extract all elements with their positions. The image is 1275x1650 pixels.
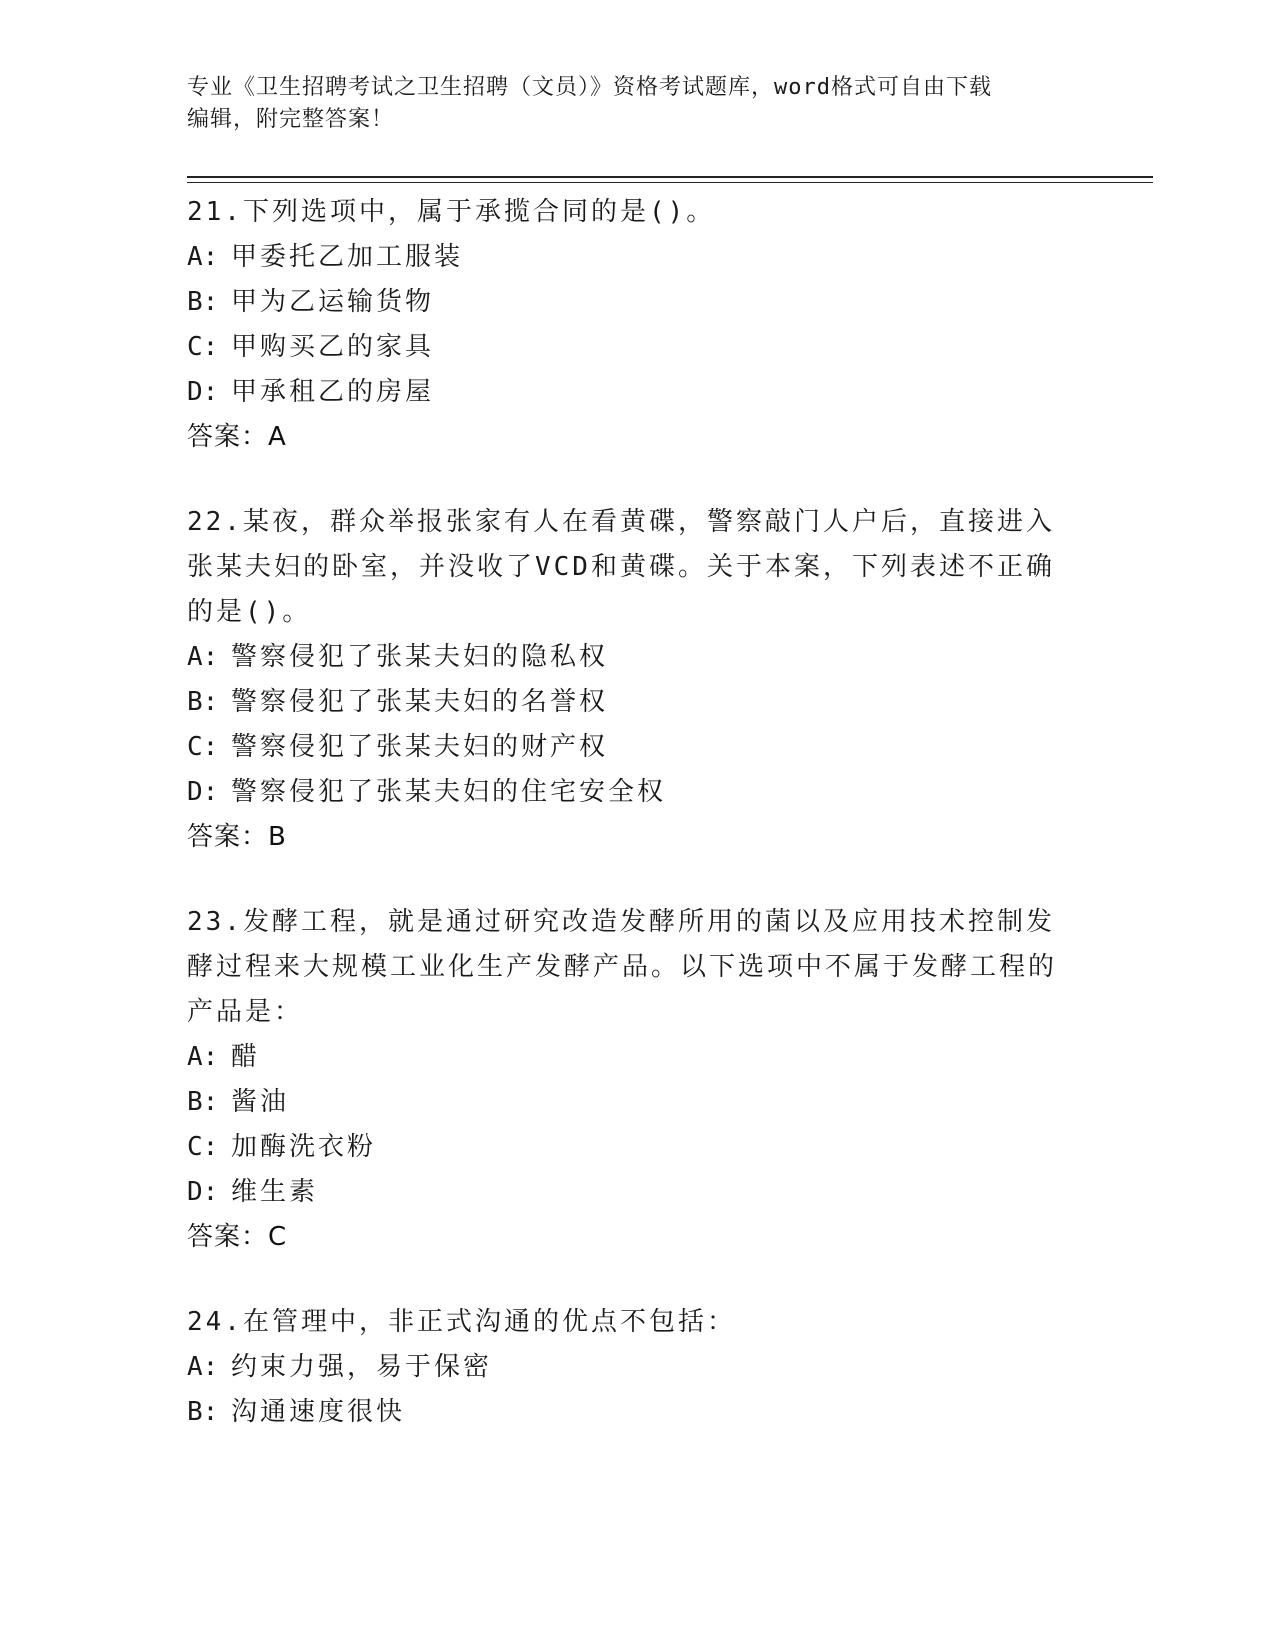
option-text: 醋 [231, 1042, 261, 1072]
option-text: 警察侵犯了张某夫妇的隐私权 [231, 642, 609, 672]
question-stem: 21.下列选项中，属于承揽合同的是()。 [187, 197, 716, 227]
option-letter: D: [187, 777, 219, 807]
option-text: 维生素 [231, 1177, 319, 1207]
option-letter: D: [187, 377, 219, 407]
option-letter: B: [187, 1397, 219, 1427]
header-divider-thin [187, 182, 1153, 183]
option-text: 甲承租乙的房屋 [231, 377, 435, 407]
option-letter: A: [187, 1352, 219, 1382]
option-b [187, 280, 1067, 325]
option-text: 警察侵犯了张某夫妇的名誉权 [231, 687, 609, 717]
option-text: 警察侵犯了张某夫妇的财产权 [231, 732, 609, 762]
option-d [187, 1170, 1067, 1215]
option-text: 警察侵犯了张某夫妇的住宅安全权 [231, 777, 667, 807]
question-stem: 23.发酵工程，就是通过研究改造发酵所用的菌以及应用技术控制发酵过程来大规模工业化生产发酵产品。以下选项中不属于发酵工程的产品是： [187, 907, 1058, 1027]
option-b [187, 1390, 1067, 1435]
question-stem: 22.某夜，群众举报张家有人在看黄碟，警察敲门人户后，直接进入张某夫妇的卧室，并没收了VCD和黄碟。关于本案，下列表述不正确的是()。 [187, 507, 1055, 627]
option-b [187, 680, 1067, 725]
option-letter: C: [187, 732, 219, 762]
header-line-2: 编辑，附完整答案！ [187, 107, 395, 132]
option-c [187, 1125, 1067, 1170]
option-text: 约束力强，易于保密 [231, 1352, 493, 1382]
option-text: 甲为乙运输货物 [231, 287, 435, 317]
option-a [187, 635, 1067, 680]
option-a [187, 1345, 1067, 1390]
option-b [187, 1080, 1067, 1125]
document-header [187, 72, 1087, 136]
option-letter: B: [187, 687, 219, 717]
header-divider-thick [187, 176, 1153, 178]
option-d [187, 370, 1067, 415]
option-d [187, 770, 1067, 815]
option-c [187, 325, 1067, 370]
option-letter: A: [187, 1042, 219, 1072]
option-text: 甲委托乙加工服装 [231, 242, 464, 272]
option-letter: C: [187, 1132, 219, 1162]
option-letter: A: [187, 242, 219, 272]
question-22 [187, 500, 1067, 860]
question-23 [187, 900, 1067, 1260]
option-letter: A: [187, 642, 219, 672]
option-letter: B: [187, 1087, 219, 1117]
answer-label: 答案：A [187, 422, 287, 452]
option-text: 甲购买乙的家具 [231, 332, 435, 362]
option-a [187, 1035, 1067, 1080]
header-line-1: 专业《卫生招聘考试之卫生招聘（文员）》资格考试题库，word格式可自由下载 [187, 75, 992, 100]
answer-label: 答案：B [187, 822, 287, 852]
option-text: 酱油 [231, 1087, 290, 1117]
option-c [187, 725, 1067, 770]
question-list [187, 190, 1067, 1475]
option-letter: C: [187, 332, 219, 362]
question-21 [187, 190, 1067, 460]
option-letter: B: [187, 287, 219, 317]
option-text: 加酶洗衣粉 [231, 1132, 377, 1162]
option-text: 沟通速度很快 [231, 1397, 406, 1427]
option-letter: D: [187, 1177, 219, 1207]
question-stem: 24.在管理中，非正式沟通的优点不包括： [187, 1307, 736, 1337]
answer-label: 答案：C [187, 1222, 288, 1252]
question-24 [187, 1300, 1067, 1435]
option-a [187, 235, 1067, 280]
